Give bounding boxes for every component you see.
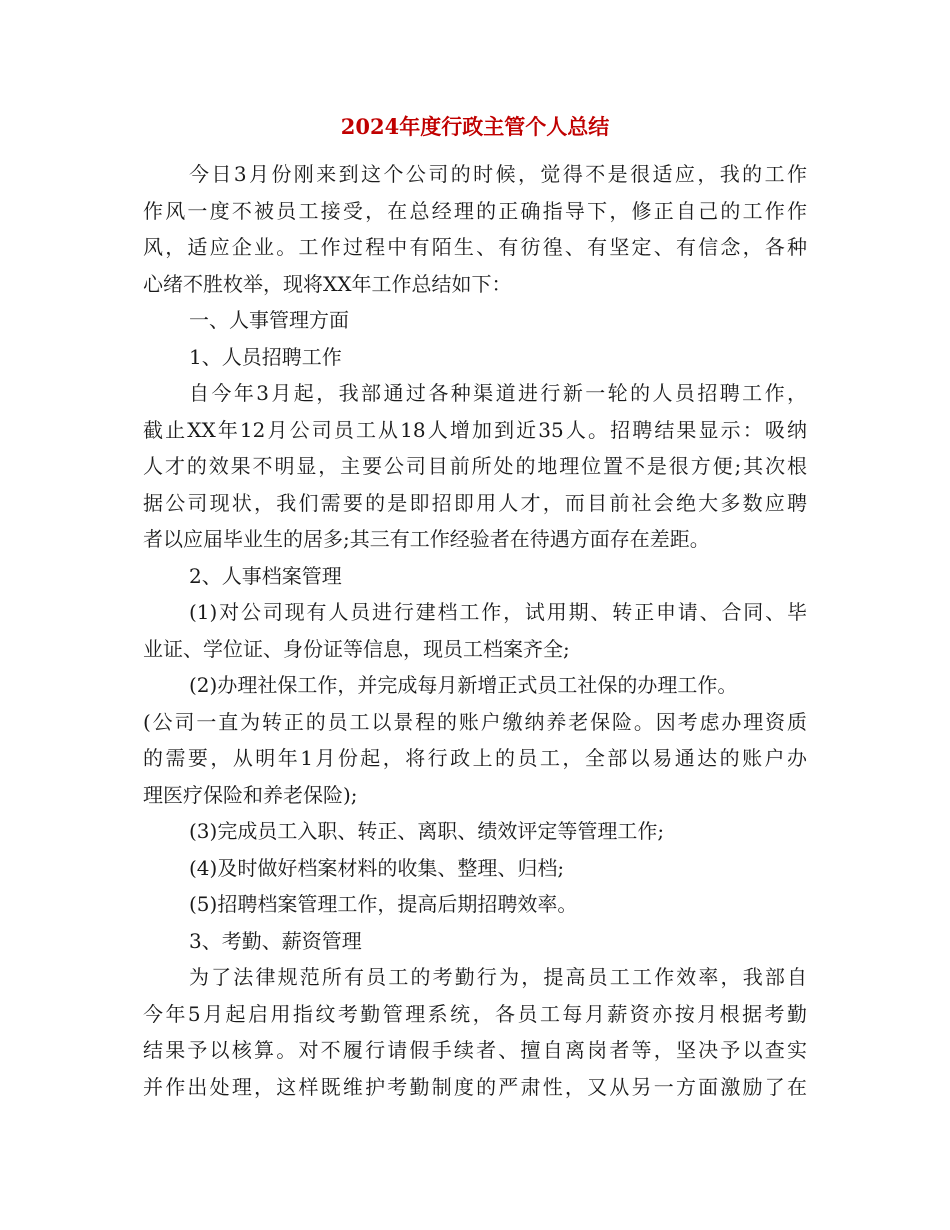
text-line: 者以应届毕业生的居多;其三有工作经验者在待遇方面存在差距。: [143, 527, 710, 551]
text-line: 一、人事管理方面: [189, 308, 349, 332]
text-line: (3)完成员工入职、转正、离职、绩效评定等管理工作;: [189, 819, 665, 843]
text-line: 业证、学位证、身份证等信息，现员工档案齐全;: [143, 636, 570, 661]
text-line: 今年5月起启用指纹考勤管理系统，各员工每月薪资亦按月根据考勤: [143, 1001, 807, 1026]
text-line: (公司一直为转正的员工以景程的账户缴纳养老保险。因考虑办理资质: [143, 709, 807, 734]
text-line: 作风一度不被员工接受，在总经理的正确指导下，修正自己的工作作: [143, 198, 807, 223]
text-line: 人才的效果不明显，主要公司目前所处的地理位置不是很方便;其次根: [143, 454, 807, 478]
text-line: 今日3月份刚来到这个公司的时候，觉得不是很适应，我的工作: [189, 162, 807, 186]
text-line: 截止XX年12月公司员工从18人增加到近35人。招聘结果显示：吸纳: [143, 417, 807, 442]
text-line: 自今年3月起，我部通过各种渠道进行新一轮的人员招聘工作，: [189, 381, 807, 405]
text-line: (1)对公司现有人员进行建档工作，试用期、转正申请、合同、毕: [189, 600, 807, 624]
text-line: 理医疗保险和养老保险);: [143, 782, 358, 807]
text-line: 为了法律规范所有员工的考勤行为，提高员工工作效率，我部自: [189, 965, 807, 989]
text-line: 并作出处理，这样既维护考勤制度的严肃性，又从另一方面激励了在: [143, 1074, 807, 1099]
text-line: 1、人员招聘工作: [189, 344, 342, 369]
text-line: (5)招聘档案管理工作，提高后期招聘效率。: [189, 892, 578, 916]
text-line: 3、考勤、薪资管理: [189, 928, 362, 953]
text-line: 2、人事档案管理: [189, 563, 342, 588]
text-line: 风，适应企业。工作过程中有陌生、有彷徨、有坚定、有信念，各种: [143, 235, 807, 259]
document-title: 2024年度行政主管个人总结: [340, 114, 610, 139]
text-line: 结果予以核算。对不履行请假手续者、擅自离岗者等，坚决予以查实: [143, 1038, 807, 1062]
text-line: 心绪不胜枚举，现将XX年工作总结如下：: [143, 271, 512, 296]
text-line: 据公司现状，我们需要的是即招即用人才，而目前社会绝大多数应聘: [143, 490, 807, 515]
text-line: (4)及时做好档案材料的收集、整理、归档;: [189, 855, 565, 880]
text-line: 的需要，从明年1月份起，将行政上的员工，全部以易通达的账户办: [143, 746, 807, 770]
text-line: (2)办理社保工作，并完成每月新增正式员工社保的办理工作。: [189, 673, 738, 697]
document-body: [143, 156, 807, 1105]
